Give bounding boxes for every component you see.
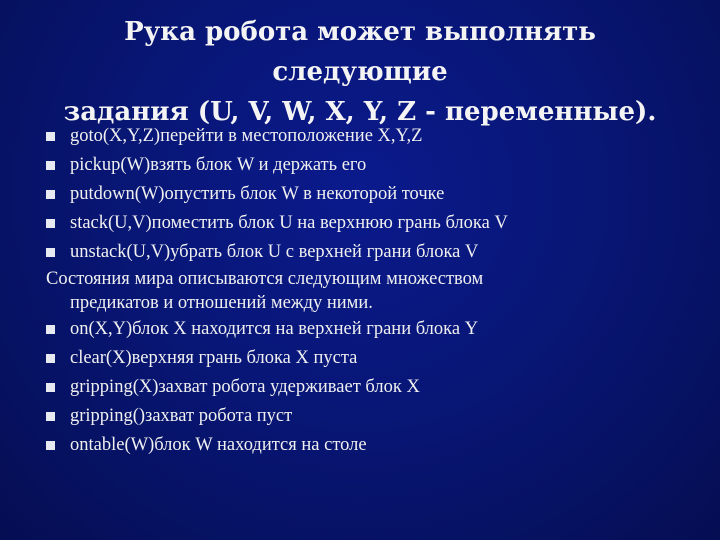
task-text: goto(X,Y,Z)перейти в местоположение X,Y,Z [70, 126, 423, 146]
slide-title-line-1: Рука робота может выполнять следующие [124, 17, 596, 87]
states-intro-line-2: предикатов и отношений между ними. [70, 293, 373, 313]
states-intro-line-1: Состояния мира описываются следующим множеством [46, 269, 484, 289]
task-text: stack(U,V)поместить блок U на верхнюю грань блока V [70, 213, 508, 233]
predicate-item [46, 402, 706, 431]
predicate-text: ontable(W)блок W находится на столе [70, 435, 367, 455]
task-item [46, 122, 706, 151]
square-bullet-icon [46, 441, 55, 450]
square-bullet-icon [46, 190, 55, 199]
square-bullet-icon [46, 354, 55, 363]
square-bullet-icon [46, 383, 55, 392]
square-bullet-icon [46, 161, 55, 170]
slide-title [40, 12, 680, 132]
predicate-text: clear(X)верхняя грань блока X пуста [70, 348, 358, 368]
task-item [46, 180, 706, 209]
predicate-text: gripping(X)захват робота удерживает блок X [70, 377, 420, 397]
slide-content [46, 122, 706, 460]
task-item [46, 209, 706, 238]
predicate-item [46, 315, 706, 344]
task-text: unstack(U,V)убрать блок U с верхней грани блока V [70, 242, 479, 262]
predicate-item [46, 431, 706, 460]
task-text: pickup(W)взять блок W и держать его [70, 155, 367, 175]
predicate-text: on(X,Y)блок X находится на верхней грани блока Y [70, 319, 479, 339]
square-bullet-icon [46, 132, 55, 141]
predicate-item [46, 373, 706, 402]
square-bullet-icon [46, 412, 55, 421]
task-item [46, 151, 706, 180]
predicate-text: gripping()захват робота пуст [70, 406, 293, 426]
square-bullet-icon [46, 248, 55, 257]
predicate-item [46, 344, 706, 373]
task-text: putdown(W)опустить блок W в некоторой точке [70, 184, 445, 204]
slide-title-line-2: задания (U, V, W, X, Y, Z - переменные). [63, 97, 657, 127]
square-bullet-icon [46, 325, 55, 334]
task-item [46, 238, 706, 267]
square-bullet-icon [46, 219, 55, 228]
